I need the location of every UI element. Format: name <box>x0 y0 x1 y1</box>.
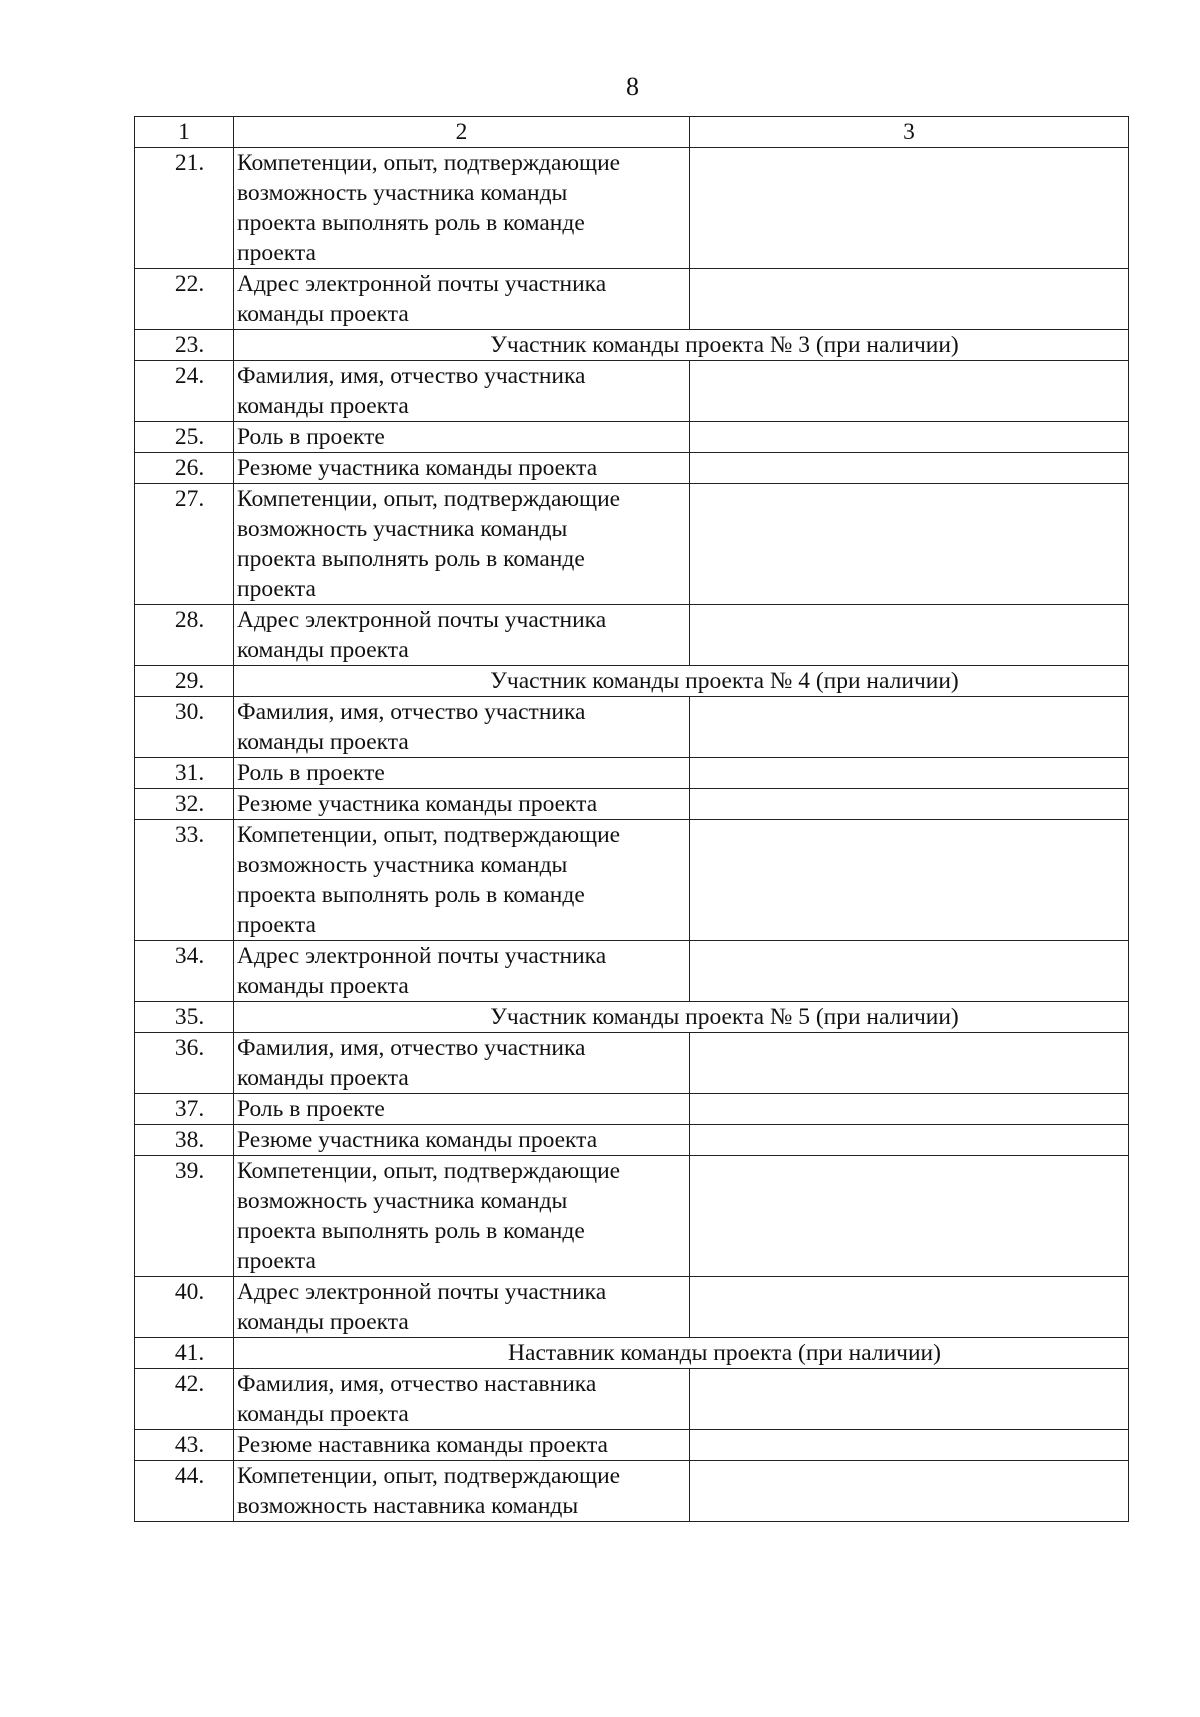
field-label-line: возможность наставника команды <box>237 1493 579 1519</box>
table-header-row <box>135 117 1129 148</box>
field-value[interactable] <box>690 269 1129 330</box>
field-label-line: команды проекта <box>237 1401 409 1427</box>
row-number: 24. <box>135 361 234 422</box>
field-label-line: Резюме участника команды проекта <box>237 1127 598 1153</box>
row-number: 39. <box>135 1156 234 1277</box>
row-number: 28. <box>135 605 234 666</box>
section-title: Участник команды проекта № 3 (при наличии) <box>234 330 1129 361</box>
row-number: 43. <box>135 1430 234 1461</box>
table-row <box>135 1369 1129 1430</box>
row-number: 25. <box>135 422 234 453</box>
section-row <box>135 1002 1129 1033</box>
field-label-line: проекта выполнять роль в команде <box>237 1218 585 1244</box>
field-label-line: Резюме участника команды проекта <box>237 455 598 481</box>
field-value[interactable] <box>690 1033 1129 1094</box>
field-label-line: проекта выполнять роль в команде <box>237 546 585 572</box>
field-label <box>234 1094 690 1125</box>
row-number: 35. <box>135 1002 234 1033</box>
row-number: 36. <box>135 1033 234 1094</box>
application-form-table <box>134 116 1129 1522</box>
field-label <box>234 1156 690 1277</box>
field-label <box>234 820 690 941</box>
field-label <box>234 1369 690 1430</box>
column-header: 2 <box>234 117 690 148</box>
field-label <box>234 422 690 453</box>
table-row <box>135 148 1129 269</box>
field-label-line: команды проекта <box>237 1065 409 1091</box>
field-label-line: проекта <box>237 912 316 938</box>
table-row <box>135 820 1129 941</box>
row-number: 30. <box>135 697 234 758</box>
field-value[interactable] <box>690 361 1129 422</box>
row-number: 40. <box>135 1277 234 1338</box>
table-row <box>135 484 1129 605</box>
field-value[interactable] <box>690 453 1129 484</box>
field-label-line: команды проекта <box>237 393 409 419</box>
row-number: 44. <box>135 1461 234 1522</box>
table-row <box>135 269 1129 330</box>
field-value[interactable] <box>690 422 1129 453</box>
field-label-line: команды проекта <box>237 301 409 327</box>
field-label-line: Компетенции, опыт, подтверждающие <box>237 486 621 512</box>
field-label-line: Компетенции, опыт, подтверждающие <box>237 822 621 848</box>
table-row <box>135 1156 1129 1277</box>
field-value[interactable] <box>690 1430 1129 1461</box>
field-label <box>234 361 690 422</box>
field-label-line: возможность участника команды <box>237 852 568 878</box>
table-row <box>135 1125 1129 1156</box>
field-value[interactable] <box>690 605 1129 666</box>
row-number: 23. <box>135 330 234 361</box>
field-label <box>234 789 690 820</box>
field-label-line: возможность участника команды <box>237 1188 568 1214</box>
field-label-line: возможность участника команды <box>237 516 568 542</box>
row-number: 37. <box>135 1094 234 1125</box>
field-value[interactable] <box>690 941 1129 1002</box>
field-label-line: Фамилия, имя, отчество участника <box>237 699 586 725</box>
field-label <box>234 1277 690 1338</box>
field-value[interactable] <box>690 1461 1129 1522</box>
field-value[interactable] <box>690 1369 1129 1430</box>
section-row <box>135 330 1129 361</box>
table-row <box>135 605 1129 666</box>
column-header: 3 <box>690 117 1129 148</box>
field-label <box>234 605 690 666</box>
field-label-line: команды проекта <box>237 729 409 755</box>
field-label-line: возможность участника команды <box>237 180 568 206</box>
field-label <box>234 453 690 484</box>
table-row <box>135 789 1129 820</box>
field-label-line: Компетенции, опыт, подтверждающие <box>237 1463 621 1489</box>
field-label <box>234 484 690 605</box>
table-row <box>135 361 1129 422</box>
field-label-line: Роль в проекте <box>237 760 385 786</box>
field-label <box>234 269 690 330</box>
field-label <box>234 697 690 758</box>
field-label-line: Резюме наставника команды проекта <box>237 1432 608 1458</box>
field-label <box>234 1125 690 1156</box>
field-label <box>234 1461 690 1522</box>
table-row <box>135 1430 1129 1461</box>
field-value[interactable] <box>690 758 1129 789</box>
row-number: 26. <box>135 453 234 484</box>
table-row <box>135 758 1129 789</box>
field-label-line: Роль в проекте <box>237 1096 385 1122</box>
field-label <box>234 1033 690 1094</box>
table-body <box>135 148 1129 1522</box>
field-value[interactable] <box>690 1094 1129 1125</box>
field-label <box>234 758 690 789</box>
field-label-line: Фамилия, имя, отчество наставника <box>237 1371 597 1397</box>
field-label-line: команды проекта <box>237 973 409 999</box>
section-title: Наставник команды проекта (при наличии) <box>234 1338 1129 1369</box>
row-number: 41. <box>135 1338 234 1369</box>
field-label-line: проекта <box>237 576 316 602</box>
row-number: 33. <box>135 820 234 941</box>
row-number: 27. <box>135 484 234 605</box>
field-value[interactable] <box>690 1125 1129 1156</box>
field-value[interactable] <box>690 1277 1129 1338</box>
field-label-line: команды проекта <box>237 637 409 663</box>
field-label <box>234 1430 690 1461</box>
field-label-line: проекта выполнять роль в команде <box>237 882 585 908</box>
section-row <box>135 1338 1129 1369</box>
field-label-line: Компетенции, опыт, подтверждающие <box>237 1158 621 1184</box>
field-label-line: проекта выполнять роль в команде <box>237 210 585 236</box>
table-row <box>135 697 1129 758</box>
row-number: 21. <box>135 148 234 269</box>
field-label-line: Адрес электронной почты участника <box>237 271 607 297</box>
row-number: 42. <box>135 1369 234 1430</box>
field-label-line: Резюме участника команды проекта <box>237 791 598 817</box>
field-value[interactable] <box>690 148 1129 269</box>
table-row <box>135 1033 1129 1094</box>
field-value[interactable] <box>690 1156 1129 1277</box>
field-label <box>234 941 690 1002</box>
section-title: Участник команды проекта № 4 (при наличии) <box>234 666 1129 697</box>
column-header: 1 <box>135 117 234 148</box>
table-row <box>135 1277 1129 1338</box>
row-number: 31. <box>135 758 234 789</box>
field-label-line: проекта <box>237 1248 316 1274</box>
field-label-line: Фамилия, имя, отчество участника <box>237 363 586 389</box>
field-label <box>234 148 690 269</box>
field-label-line: Адрес электронной почты участника <box>237 607 607 633</box>
field-label-line: Адрес электронной почты участника <box>237 1279 607 1305</box>
table-row <box>135 941 1129 1002</box>
page-number: 8 <box>626 72 639 101</box>
table-row <box>135 1461 1129 1522</box>
table-row <box>135 453 1129 484</box>
row-number: 29. <box>135 666 234 697</box>
field-value[interactable] <box>690 697 1129 758</box>
section-title: Участник команды проекта № 5 (при наличии) <box>234 1002 1129 1033</box>
field-label-line: команды проекта <box>237 1309 409 1335</box>
row-number: 22. <box>135 269 234 330</box>
row-number: 32. <box>135 789 234 820</box>
table-row <box>135 422 1129 453</box>
table-row <box>135 1094 1129 1125</box>
row-number: 34. <box>135 941 234 1002</box>
field-label-line: Компетенции, опыт, подтверждающие <box>237 150 621 176</box>
section-row <box>135 666 1129 697</box>
row-number: 38. <box>135 1125 234 1156</box>
field-label-line: проекта <box>237 240 316 266</box>
field-value[interactable] <box>690 820 1129 941</box>
field-label-line: Адрес электронной почты участника <box>237 943 607 969</box>
field-label-line: Фамилия, имя, отчество участника <box>237 1035 586 1061</box>
field-label-line: Роль в проекте <box>237 424 385 450</box>
field-value[interactable] <box>690 484 1129 605</box>
field-value[interactable] <box>690 789 1129 820</box>
